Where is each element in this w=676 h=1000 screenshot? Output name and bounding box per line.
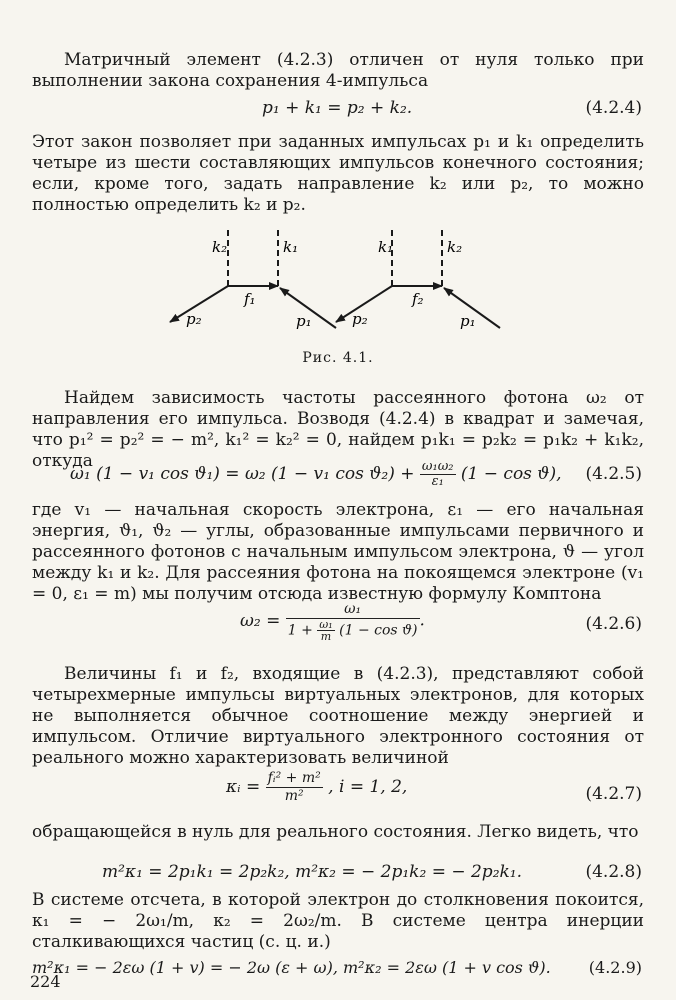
equation-number-4-2-5: (4.2.5)	[585, 464, 642, 484]
equation-number-4-2-6: (4.2.6)	[585, 614, 642, 634]
equation-4-2-6: ω₂ = ω₁ 1 + $\frac{\text{ω₁}}{m}$ (1 − cos ϑ) .	[240, 601, 425, 643]
label-right-p2: p₂	[352, 310, 368, 328]
paragraph-definitions: где v₁ — начальная скорость электрона, ε₁ — его начальная энергия, ϑ₁, ϑ₂ — углы, образованные импульсами первичного и рассеянного фотонов с начальным импульсом электрона, ϑ — угол между k₁ и k₂. Для рассеяния фотона на покоящемся электроне (v₁ = 0, ε₁ = m) мы получим отсюда известную формулу Комптона	[32, 500, 644, 604]
label-left-k1: k₁	[283, 238, 299, 256]
equation-4-2-9: m²κ₁ = − 2εω (1 + v) = − 2ω (ε + ω), m²κ₂ = 2εω (1 + v cos ϑ).	[32, 958, 551, 977]
paragraph-real-state: обращающейся в нуль для реального состояния. Легко видеть, что	[32, 822, 639, 842]
equation-number-4-2-8: (4.2.8)	[585, 862, 642, 882]
equation-number-4-2-9: (4.2.9)	[588, 958, 642, 977]
page-number: 224	[30, 972, 61, 991]
paragraph-rest-frame: В системе отсчета, в которой электрон до столкновения покоится, κ₁ = − 2ω₁/m, κ₂ = 2ω₂/m. В системе центра инерции сталкивающихся частиц (с. ц. и.)	[32, 890, 644, 952]
paragraph-photon-frequency: Найдем зависимость частоты рассеянного фотона ω₂ от направления его импульса. Возводя (4.2.4) в квадрат и замечая, что p₁² = p₂² = − m², k₁² = k₂² = 0, найдем p₁k₁ = p₂k₂ = p₁k₂ + k₁k₂, откуда	[32, 388, 644, 471]
equation-number-4-2-7: (4.2.7)	[585, 784, 642, 804]
paragraph-virtual-electrons: Величины f₁ и f₂, входящие в (4.2.3), представляют собой четырехмерные импульсы виртуальных электронов, для которых не выполняется обычное соотношение между энергией и импульсом. Отличие виртуального электронного состояния от реального можно характеризовать величиной	[32, 664, 644, 768]
label-right-f2: f₂	[412, 290, 424, 308]
equation-4-2-8: m²κ₁ = 2p₁k₁ = 2p₂k₂, m²κ₂ = − 2p₁k₂ = − 2p₂k₁.	[102, 862, 523, 882]
paragraph-conservation-law: Этот закон позволяет при заданных импульсах p₁ и k₁ определить четыре из шести составляющих импульсов конечного состояния; если, кроме того, задать направление k₂ или p₂, то можно полностью определить k₂ и p₂.	[32, 132, 644, 215]
equation-4-2-4: p₁ + k₁ = p₂ + k₂.	[262, 98, 413, 118]
label-right-k2: k₂	[447, 238, 463, 256]
label-left-f1: f₁	[244, 290, 256, 308]
equation-number-4-2-4: (4.2.4)	[585, 98, 642, 118]
equation-4-2-7: κᵢ = $\frac{\text{fᵢ² + m²}}{\text{m²}}$ , i = 1, 2,	[226, 770, 408, 804]
label-right-p1: p₁	[460, 312, 476, 330]
feynman-diagrams-figure	[0, 228, 676, 348]
label-left-p2: p₂	[186, 310, 202, 328]
figure-caption: Рис. 4.1.	[302, 350, 374, 366]
paragraph-matrix-element: Матричный элемент (4.2.3) отличен от нуля только при выполнении закона сохранения 4-импульса	[32, 50, 644, 91]
equation-4-2-5: ω₁ (1 − v₁ cos ϑ₁) = ω₂ (1 − v₁ cos ϑ₂) + $\frac{\text{ω₁ω₂}}{\text{ε₁}}$ (1 − cos ϑ),	[70, 459, 562, 489]
label-left-p1: p₁	[296, 312, 312, 330]
label-right-k1: k₁	[378, 238, 394, 256]
label-left-k2: k₂	[212, 238, 228, 256]
